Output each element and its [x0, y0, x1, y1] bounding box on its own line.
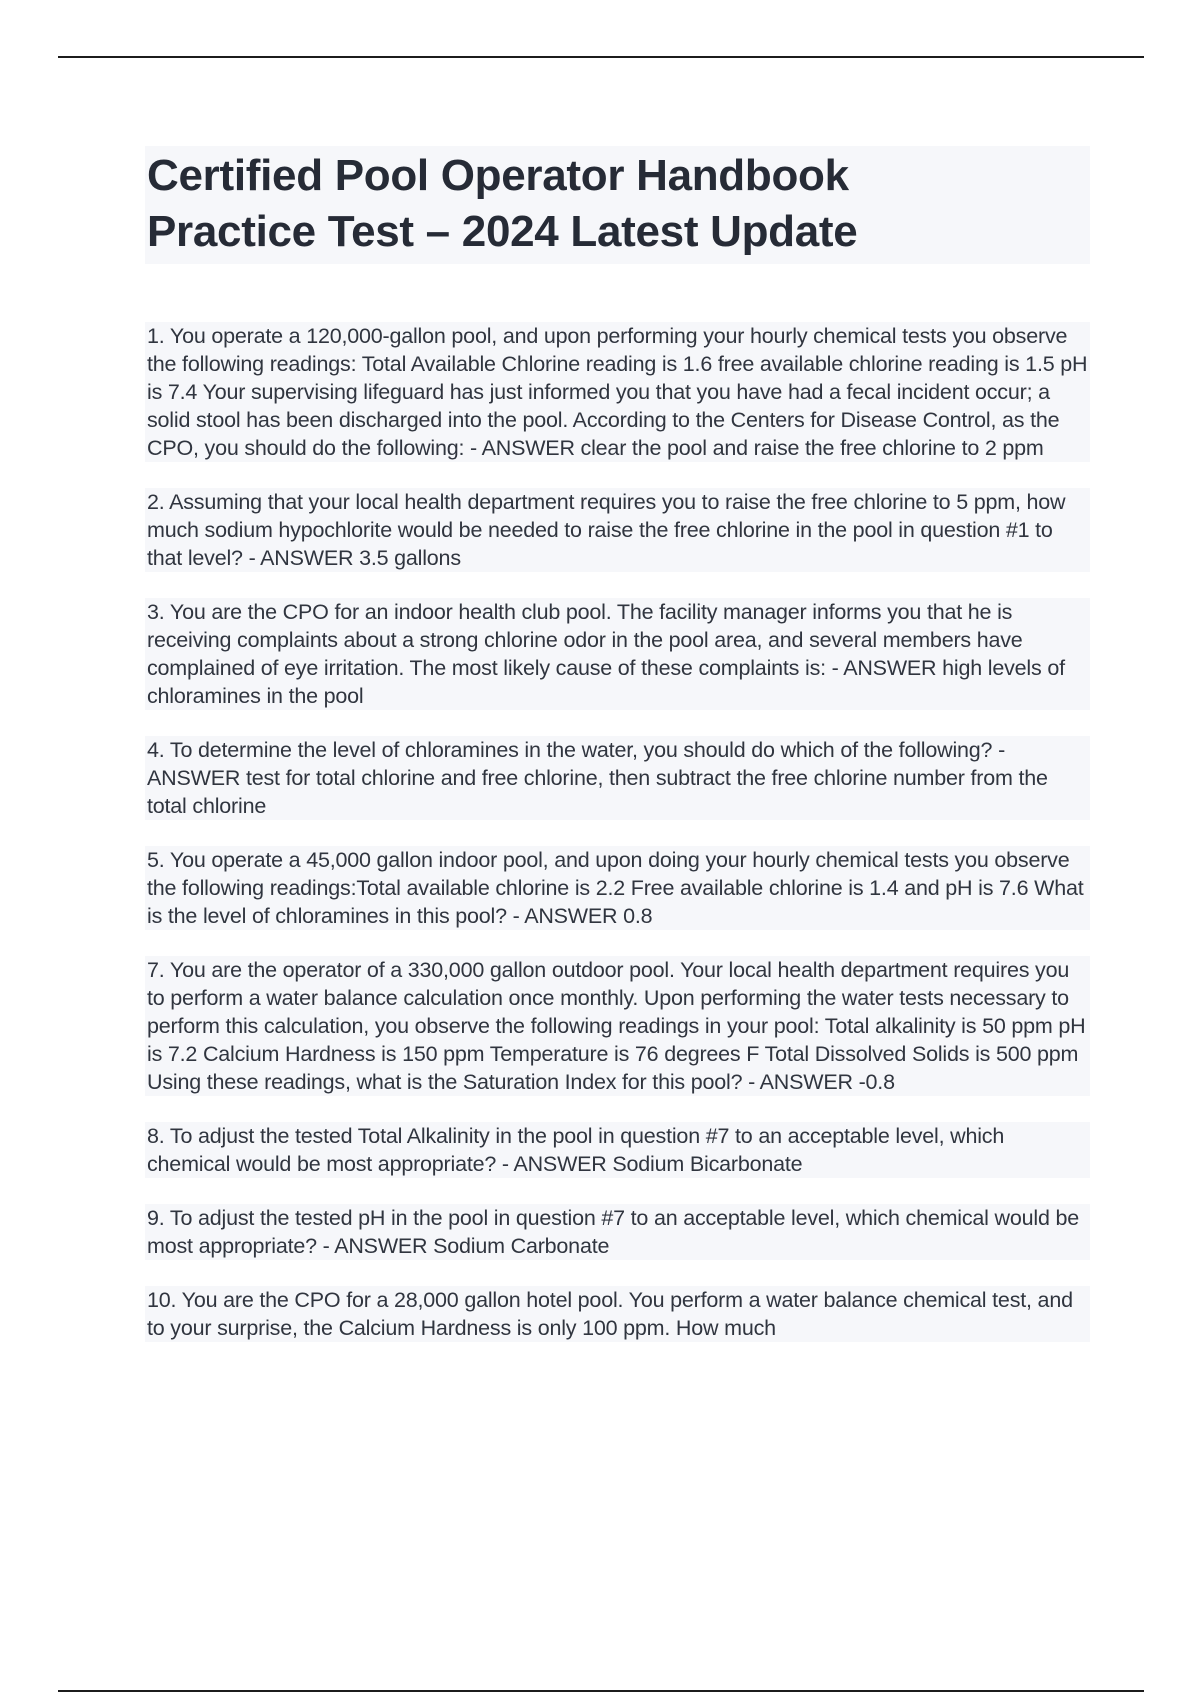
- question-list: [145, 322, 1090, 1342]
- question-2: 2. Assuming that your local health department requires you to raise the free chlorine to 5 ppm, how much sodium hypochlorite would be needed to raise the free chlorine in the pool in question #1 to that level? - ANSWER 3.5 gallons: [145, 488, 1090, 572]
- title-line-2: Practice Test – 2024 Latest Update: [147, 207, 858, 256]
- document-title: [145, 146, 1090, 264]
- question-5: 5. You operate a 45,000 gallon indoor pool, and upon doing your hourly chemical tests you observe the following readings:Total available chlorine is 2.2 Free available chlorine is 1.4 and pH is 7.6 What is the level of chloramines in this pool? - ANSWER 0.8: [145, 846, 1090, 930]
- title-line-1: Certified Pool Operator Handbook: [147, 151, 849, 200]
- question-4: 4. To determine the level of chloramines in the water, you should do which of the following? - ANSWER test for total chlorine and free chlorine, then subtract the free chlorine number from the total chlorine: [145, 736, 1090, 820]
- question-7: 7. You are the operator of a 330,000 gallon outdoor pool. Your local health department requires you to perform a water balance calculation once monthly. Upon performing the water tests necessary to perform this calculation, you observe the following readings in your pool: Total alkalinity is 50 ppm pH is 7.2 Calcium Hardness is 150 ppm Temperature is 76 degrees F Total Dissolved Solids is 500 ppm Using these readings, what is the Saturation Index for this pool? - ANSWER -0.8: [145, 956, 1090, 1096]
- question-10: 10. You are the CPO for a 28,000 gallon hotel pool. You perform a water balance chemical test, and to your surprise, the Calcium Hardness is only 100 ppm. How much: [145, 1286, 1090, 1342]
- top-divider: [58, 56, 1144, 58]
- page-content: [145, 146, 1090, 1368]
- question-8: 8. To adjust the tested Total Alkalinity in the pool in question #7 to an acceptable level, which chemical would be most appropriate? - ANSWER Sodium Bicarbonate: [145, 1122, 1090, 1178]
- question-3: 3. You are the CPO for an indoor health club pool. The facility manager informs you that he is receiving complaints about a strong chlorine odor in the pool area, and several members have complained of eye irritation. The most likely cause of these complaints is: - ANSWER high levels of chloramines in the pool: [145, 598, 1090, 710]
- question-9: 9. To adjust the tested pH in the pool in question #7 to an acceptable level, which chemical would be most appropriate? - ANSWER Sodium Carbonate: [145, 1204, 1090, 1260]
- question-1: 1. You operate a 120,000-gallon pool, and upon performing your hourly chemical tests you observe the following readings: Total Available Chlorine reading is 1.6 free available chlorine reading is 1.5 pH is 7.4 Your supervising lifeguard has just informed you that you have had a fecal incident occur; a solid stool has been discharged into the pool. According to the Centers for Disease Control, as the CPO, you should do the following: - ANSWER clear the pool and raise the free chlorine to 2 ppm: [145, 322, 1090, 462]
- bottom-divider: [58, 1690, 1144, 1692]
